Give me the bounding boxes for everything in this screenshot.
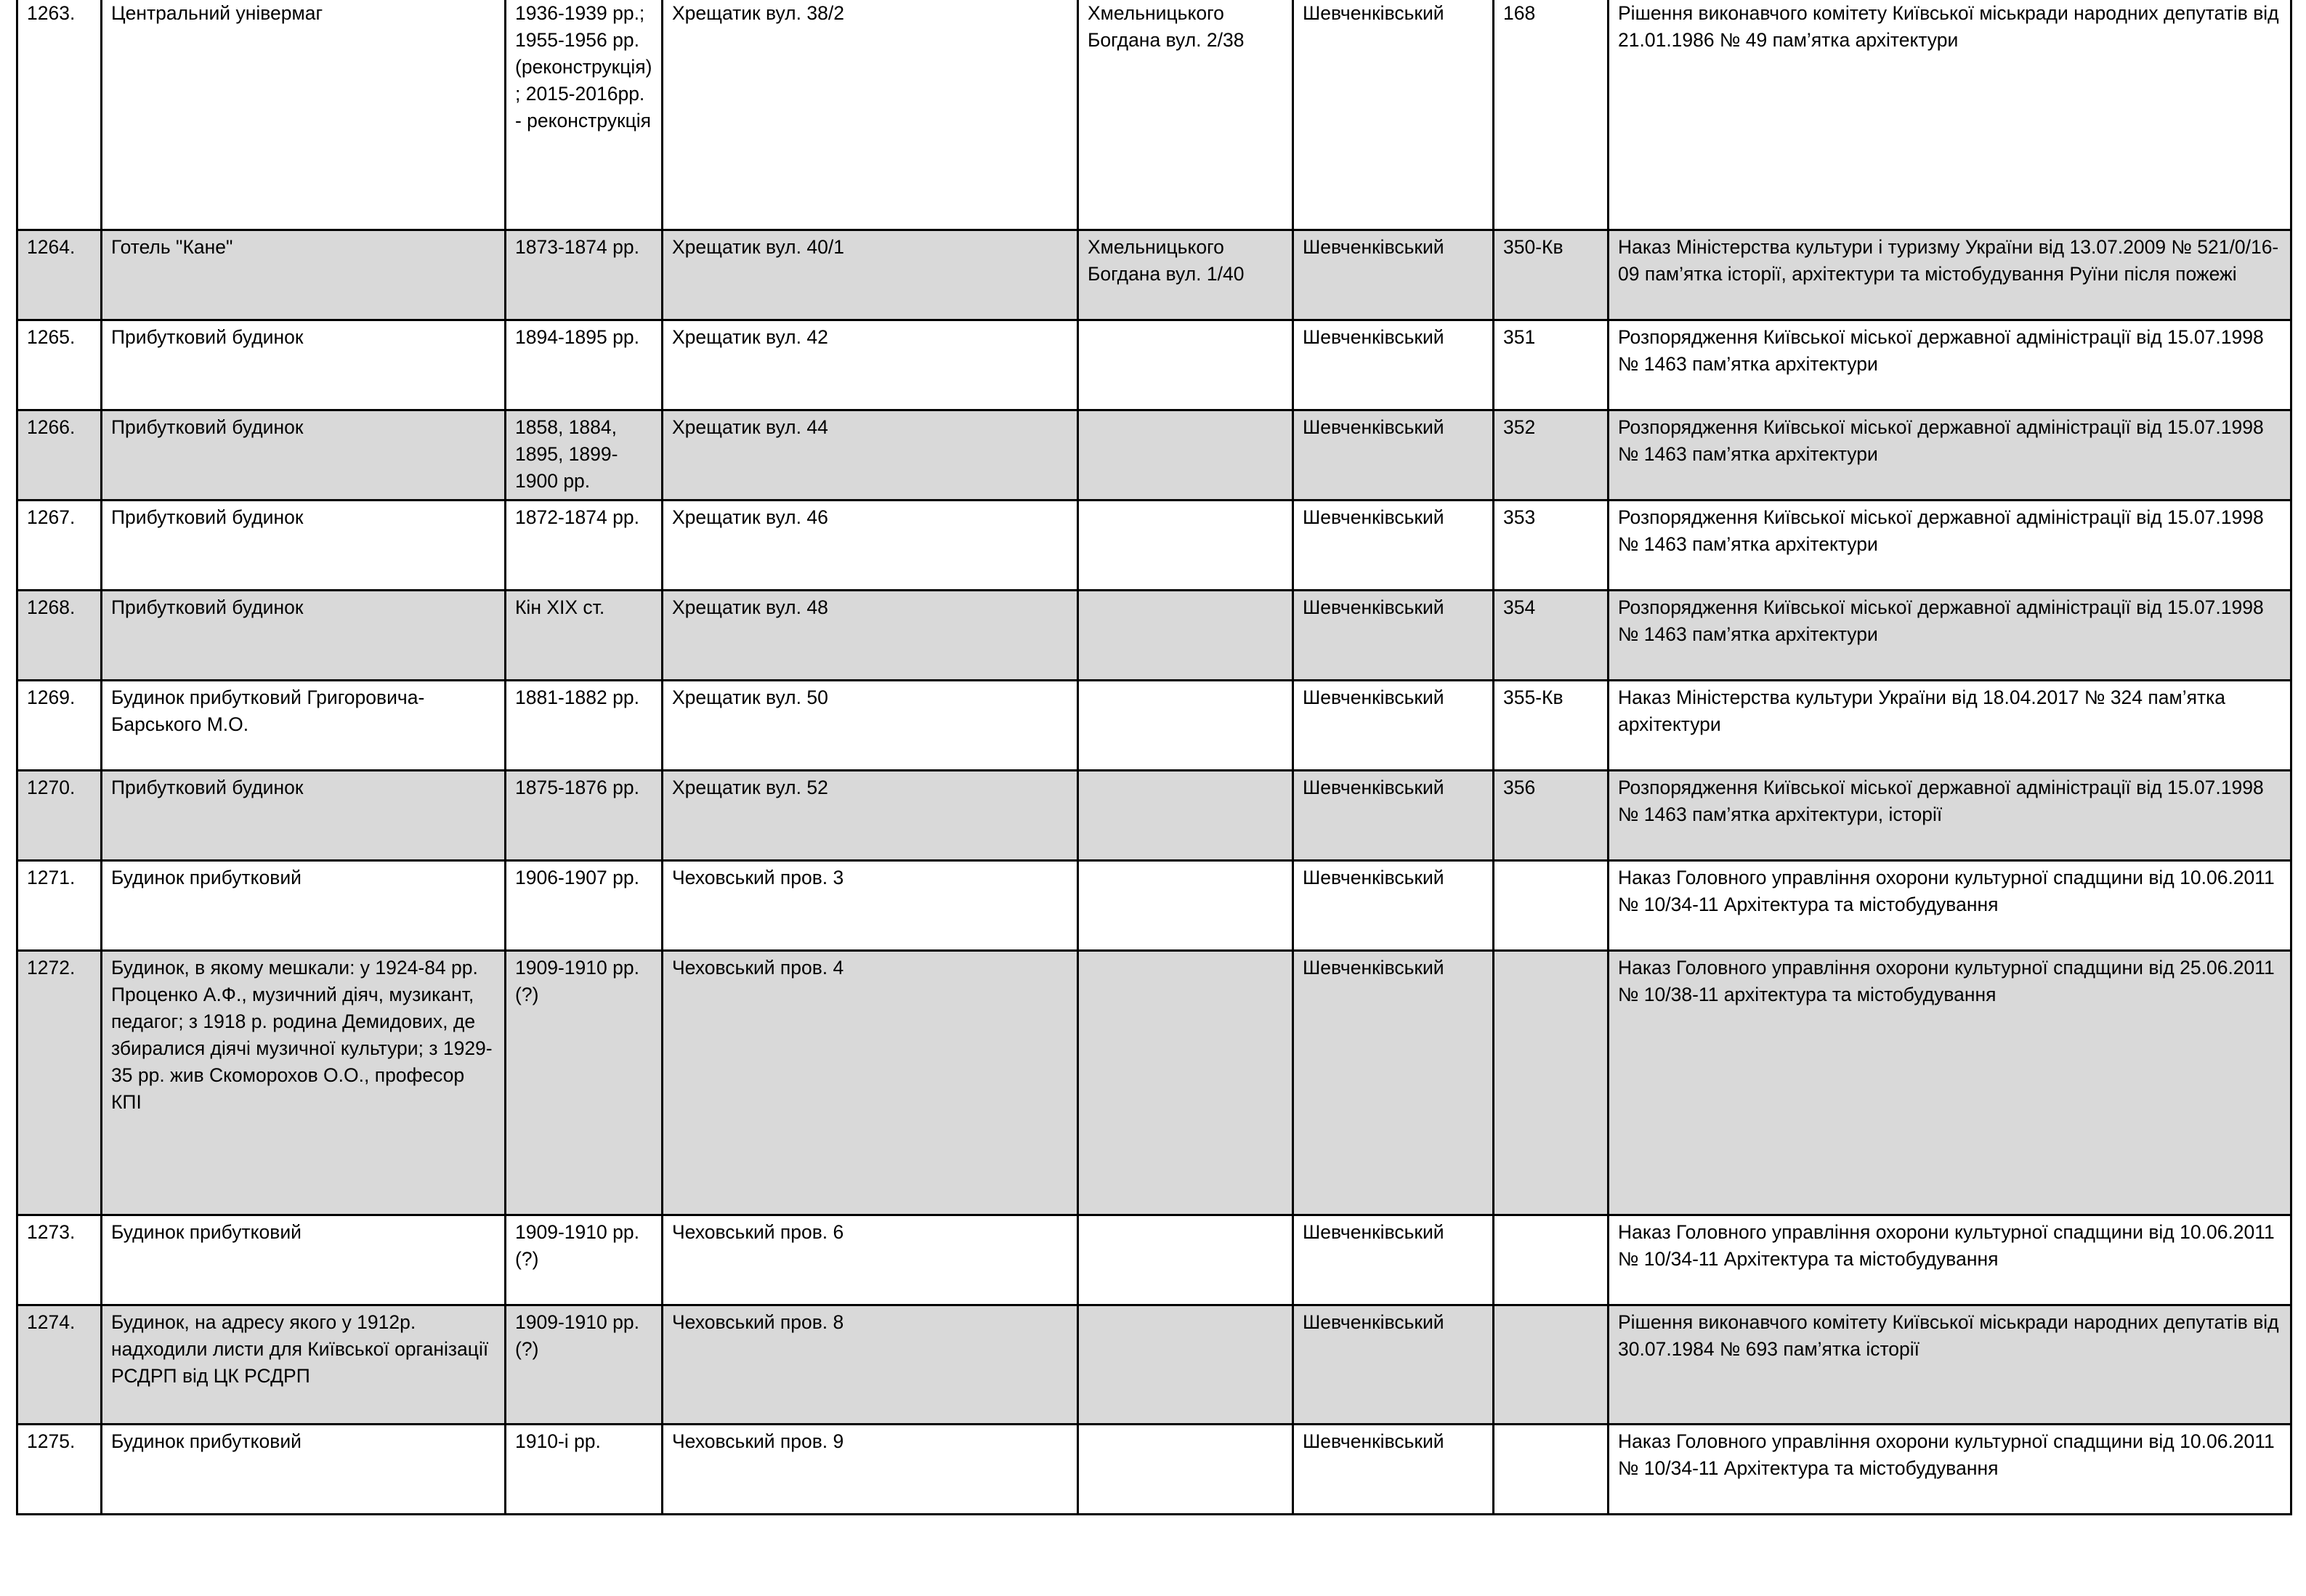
cell-address: Хрещатик вул. 52 — [663, 770, 1078, 860]
cell-district: Шевченківський — [1293, 230, 1494, 320]
cell-address-secondary — [1078, 950, 1293, 1215]
cell-registry-number: 351 — [1494, 320, 1609, 410]
cell-registry-number: 355-Кв — [1494, 680, 1609, 770]
cell-address: Чеховський пров. 6 — [663, 1215, 1078, 1305]
cell-name: Будинок, в якому мешкали: у 1924-84 рр. Проценко А.Ф., музичний діяч, музикант, педагог; з 1918 р. родина Демидових, де збиралися діячі музичної культури; з 1929-35 рр. жив Скоморохов О.О., професор КПІ — [102, 950, 506, 1215]
cell-date: Кін XIX ст. — [506, 590, 663, 680]
table-row — [17, 1305, 2291, 1424]
cell-address-secondary — [1078, 1215, 1293, 1305]
cell-protection-document: Розпорядження Київської міської державної адміністрації від 15.07.1998 № 1463 пам’ятка архітектури — [1609, 590, 2291, 680]
cell-number: 1273. — [17, 1215, 102, 1305]
cell-date: 1873-1874 рр. — [506, 230, 663, 320]
cell-number: 1271. — [17, 860, 102, 950]
cell-date: 1909-1910 рр. (?) — [506, 950, 663, 1215]
cell-address-secondary — [1078, 860, 1293, 950]
cell-registry-number: 356 — [1494, 770, 1609, 860]
cell-registry-number — [1494, 1424, 1609, 1514]
cell-district: Шевченківський — [1293, 500, 1494, 590]
cell-date: 1910-і рр. — [506, 1424, 663, 1514]
cell-protection-document: Розпорядження Київської міської державної адміністрації від 15.07.1998 № 1463 пам’ятка архітектури — [1609, 320, 2291, 410]
cell-name: Будинок, на адресу якого у 1912р. надходили листи для Київської організації РСДРП від ЦК РСДРП — [102, 1305, 506, 1424]
cell-number: 1268. — [17, 590, 102, 680]
cell-address: Хрещатик вул. 44 — [663, 410, 1078, 500]
cell-district: Шевченківський — [1293, 1424, 1494, 1514]
cell-number: 1266. — [17, 410, 102, 500]
cell-district: Шевченківський — [1293, 680, 1494, 770]
cell-registry-number: 350-Кв — [1494, 230, 1609, 320]
cell-address-secondary — [1078, 320, 1293, 410]
table-row — [17, 500, 2291, 590]
cell-district: Шевченківський — [1293, 860, 1494, 950]
cell-name: Будинок прибутковий Григоровича-Барського М.О. — [102, 680, 506, 770]
cell-date: 1894-1895 рр. — [506, 320, 663, 410]
cell-address: Хрещатик вул. 50 — [663, 680, 1078, 770]
cell-name: Центральний універмаг — [102, 0, 506, 230]
cell-protection-document: Розпорядження Київської міської державної адміністрації від 15.07.1998 № 1463 пам’ятка архітектури — [1609, 500, 2291, 590]
cell-registry-number — [1494, 1215, 1609, 1305]
cell-address-secondary — [1078, 590, 1293, 680]
cell-protection-document: Наказ Головного управління охорони культурної спадщини від 10.06.2011 № 10/34-11 Архітектура та містобудування — [1609, 1424, 2291, 1514]
cell-date: 1872-1874 рр. — [506, 500, 663, 590]
cell-registry-number: 353 — [1494, 500, 1609, 590]
cell-date: 1875-1876 рр. — [506, 770, 663, 860]
cell-protection-document: Розпорядження Київської міської державної адміністрації від 15.07.1998 № 1463 пам’ятка архітектури, історії — [1609, 770, 2291, 860]
table-row — [17, 590, 2291, 680]
cell-number: 1263. — [17, 0, 102, 230]
cell-protection-document: Наказ Головного управління охорони культурної спадщини від 10.06.2011 № 10/34-11 Архітектура та містобудування — [1609, 860, 2291, 950]
cell-protection-document: Рішення виконавчого комітету Київської міськради народних депутатів від 30.07.1984 № 693 пам’ятка історії — [1609, 1305, 2291, 1424]
cell-registry-number: 354 — [1494, 590, 1609, 680]
cell-name: Прибутковий будинок — [102, 320, 506, 410]
cell-name: Прибутковий будинок — [102, 590, 506, 680]
cell-address-secondary — [1078, 410, 1293, 500]
cell-date: 1909-1910 рр. (?) — [506, 1305, 663, 1424]
cell-date: 1858, 1884, 1895, 1899-1900 рр. — [506, 410, 663, 500]
cell-protection-document: Наказ Міністерства культури України від 18.04.2017 № 324 пам’ятка архітектури — [1609, 680, 2291, 770]
cell-protection-document: Рішення виконавчого комітету Київської міськради народних депутатів від 21.01.1986 № 49 пам’ятка архітектури — [1609, 0, 2291, 230]
cell-number: 1272. — [17, 950, 102, 1215]
cell-number: 1265. — [17, 320, 102, 410]
table-row — [17, 410, 2291, 500]
cell-district: Шевченківський — [1293, 770, 1494, 860]
cell-address: Хрещатик вул. 42 — [663, 320, 1078, 410]
cell-district: Шевченківський — [1293, 0, 1494, 230]
cell-address-secondary — [1078, 770, 1293, 860]
table-row — [17, 1215, 2291, 1305]
document-page — [16, 0, 2292, 1515]
monuments-register-table — [16, 0, 2292, 1515]
cell-district: Шевченківський — [1293, 1215, 1494, 1305]
table-row — [17, 770, 2291, 860]
cell-number: 1269. — [17, 680, 102, 770]
cell-number: 1264. — [17, 230, 102, 320]
cell-name: Прибутковий будинок — [102, 500, 506, 590]
cell-name: Будинок прибутковий — [102, 1215, 506, 1305]
cell-protection-document: Наказ Головного управління охорони культурної спадщини від 10.06.2011 № 10/34-11 Архітектура та містобудування — [1609, 1215, 2291, 1305]
cell-address-secondary: Хмельницького Богдана вул. 1/40 — [1078, 230, 1293, 320]
cell-registry-number — [1494, 1305, 1609, 1424]
table-row — [17, 230, 2291, 320]
cell-address-secondary — [1078, 1424, 1293, 1514]
cell-registry-number — [1494, 950, 1609, 1215]
cell-district: Шевченківський — [1293, 320, 1494, 410]
cell-registry-number: 168 — [1494, 0, 1609, 230]
cell-name: Готель "Кане" — [102, 230, 506, 320]
cell-address-secondary — [1078, 1305, 1293, 1424]
cell-address: Чеховський пров. 9 — [663, 1424, 1078, 1514]
cell-district: Шевченківський — [1293, 410, 1494, 500]
cell-date: 1936-1939 рр.; 1955-1956 рр. (реконструкція); 2015-2016рр. - реконструкція — [506, 0, 663, 230]
cell-address: Чеховський пров. 4 — [663, 950, 1078, 1215]
cell-number: 1274. — [17, 1305, 102, 1424]
cell-registry-number — [1494, 860, 1609, 950]
cell-name: Прибутковий будинок — [102, 770, 506, 860]
cell-number: 1270. — [17, 770, 102, 860]
cell-address-secondary: Хмельницького Богдана вул. 2/38 — [1078, 0, 1293, 230]
cell-name: Будинок прибутковий — [102, 860, 506, 950]
cell-number: 1275. — [17, 1424, 102, 1514]
table-row — [17, 950, 2291, 1215]
cell-address: Хрещатик вул. 40/1 — [663, 230, 1078, 320]
cell-address: Хрещатик вул. 48 — [663, 590, 1078, 680]
cell-address: Хрещатик вул. 46 — [663, 500, 1078, 590]
cell-address: Чеховський пров. 8 — [663, 1305, 1078, 1424]
cell-date: 1906-1907 рр. — [506, 860, 663, 950]
cell-address-secondary — [1078, 680, 1293, 770]
cell-date: 1909-1910 рр. (?) — [506, 1215, 663, 1305]
table-row — [17, 0, 2291, 230]
table-row — [17, 680, 2291, 770]
cell-address-secondary — [1078, 500, 1293, 590]
cell-protection-document: Розпорядження Київської міської державної адміністрації від 15.07.1998 № 1463 пам’ятка архітектури — [1609, 410, 2291, 500]
cell-district: Шевченківський — [1293, 1305, 1494, 1424]
cell-date: 1881-1882 рр. — [506, 680, 663, 770]
cell-address: Хрещатик вул. 38/2 — [663, 0, 1078, 230]
cell-address: Чеховський пров. 3 — [663, 860, 1078, 950]
cell-district: Шевченківський — [1293, 590, 1494, 680]
cell-district: Шевченківський — [1293, 950, 1494, 1215]
cell-name: Прибутковий будинок — [102, 410, 506, 500]
table-row — [17, 320, 2291, 410]
cell-number: 1267. — [17, 500, 102, 590]
table-row — [17, 1424, 2291, 1514]
cell-protection-document: Наказ Головного управління охорони культурної спадщини від 25.06.2011 № 10/38-11 архітектура та містобудування — [1609, 950, 2291, 1215]
cell-name: Будинок прибутковий — [102, 1424, 506, 1514]
table-row — [17, 860, 2291, 950]
cell-registry-number: 352 — [1494, 410, 1609, 500]
cell-protection-document: Наказ Міністерства культури і туризму України від 13.07.2009 № 521/0/16-09 пам’ятка історії, архітектури та містобудування Руїни після пожежі — [1609, 230, 2291, 320]
